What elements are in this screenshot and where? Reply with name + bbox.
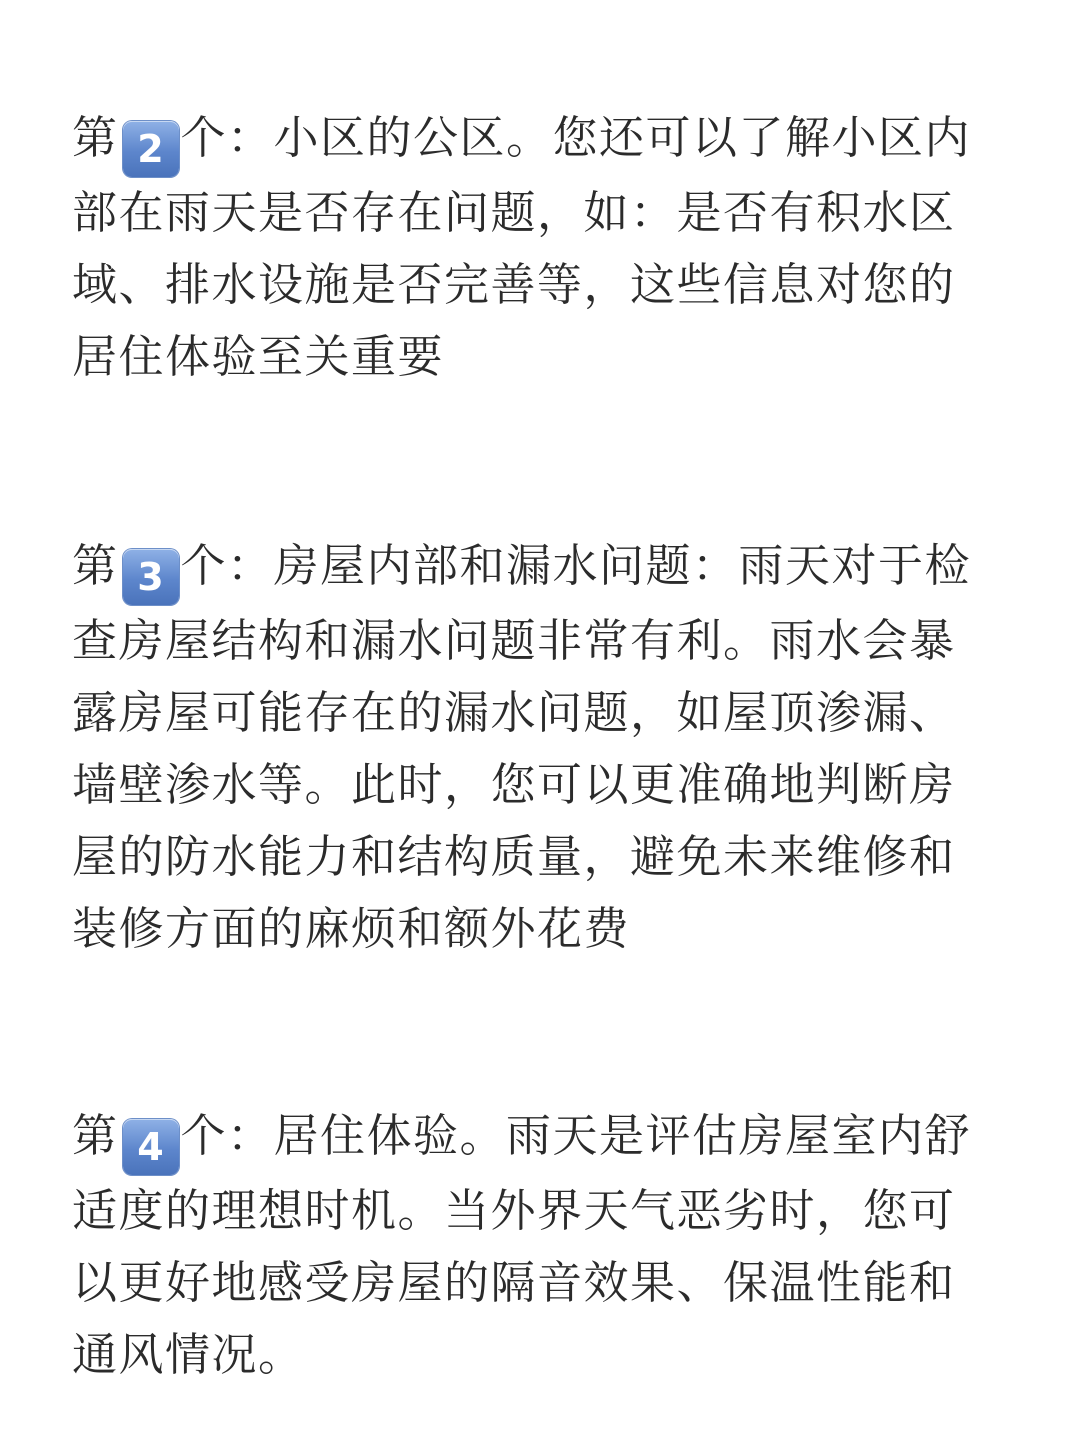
paragraph-line — [72, 530, 1008, 605]
line-text: 个：小区的公区。您还可以了解小区内 — [180, 111, 972, 164]
paragraph-line: 以更好地感受房屋的隔音效果、保温性能和 — [72, 1256, 956, 1309]
keycap-number-icon: 4 — [123, 1119, 179, 1175]
keycap-number-icon: 2 — [123, 121, 179, 177]
line-text: 个：居住体验。雨天是评估房屋室内舒 — [180, 1109, 972, 1162]
paragraph-line — [72, 102, 1008, 177]
paragraph-item-2 — [72, 102, 1008, 393]
paragraph-line: 露房屋可能存在的漏水问题，如屋顶渗漏、 — [72, 686, 956, 739]
item-prefix: 第 — [72, 1109, 119, 1162]
paragraph-line: 查房屋结构和漏水问题非常有利。雨水会暴 — [72, 614, 956, 667]
paragraph-line: 域、排水设施是否完善等，这些信息对您的 — [72, 258, 956, 311]
paragraph-item-4 — [72, 1100, 1008, 1391]
paragraph-line — [72, 1100, 1008, 1175]
paragraph-line: 居住体验至关重要 — [72, 330, 445, 383]
item-prefix: 第 — [72, 111, 119, 164]
paragraph-line: 适度的理想时机。当外界天气恶劣时，您可 — [72, 1184, 956, 1237]
paragraph-line: 屋的防水能力和结构质量，避免未来维修和 — [72, 830, 956, 883]
paragraph-item-3 — [72, 530, 1008, 965]
paragraph-line: 墙壁渗水等。此时，您可以更准确地判断房 — [72, 758, 956, 811]
paragraph-line: 部在雨天是否存在问题，如：是否有积水区 — [72, 186, 956, 239]
line-text: 个：房屋内部和漏水问题：雨天对于检 — [180, 539, 972, 592]
keycap-number-icon: 3 — [123, 549, 179, 605]
item-prefix: 第 — [72, 539, 119, 592]
paragraph-line: 通风情况。 — [72, 1328, 305, 1381]
paragraph-line: 装修方面的麻烦和额外花费 — [72, 902, 631, 955]
